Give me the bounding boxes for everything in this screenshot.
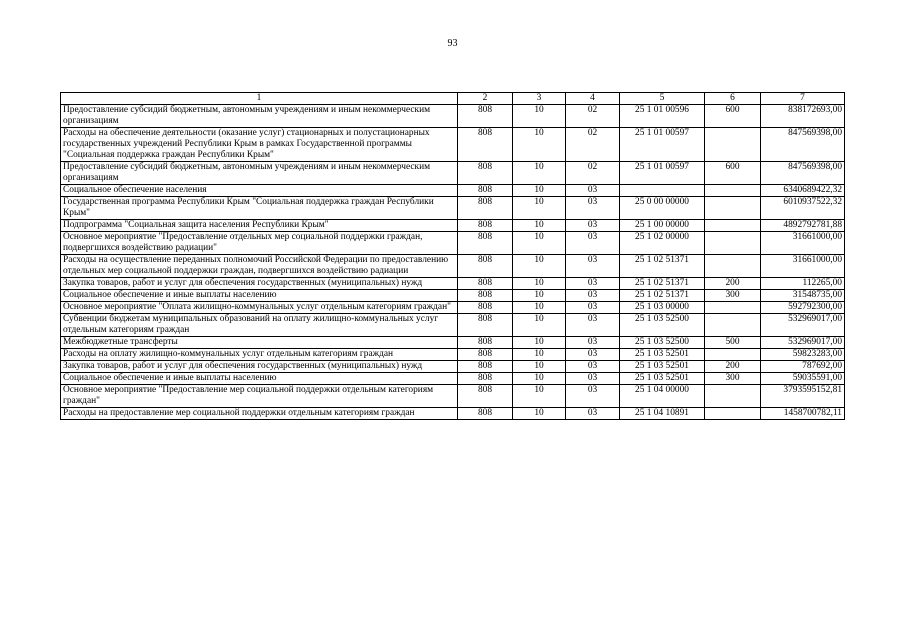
grbs-cell: 808 <box>458 290 513 302</box>
expense-type-cell: 200 <box>705 361 761 373</box>
row-name-cell: Социальное обеспечение населения <box>61 185 458 197</box>
amount-cell: 112265,00 <box>761 278 845 290</box>
subsection-cell: 03 <box>566 290 620 302</box>
expense-type-cell <box>705 185 761 197</box>
expense-type-cell: 300 <box>705 290 761 302</box>
row-name-cell: Расходы на оплату жилищно-коммунальных услуг отдельным категориям граждан <box>61 349 458 361</box>
section-cell: 10 <box>513 349 566 361</box>
row-name-cell: Подпрограмма "Социальная защита населения Республики Крым" <box>61 220 458 232</box>
section-cell: 10 <box>513 255 566 278</box>
section-cell: 10 <box>513 128 566 162</box>
table-row <box>61 128 845 162</box>
section-cell: 10 <box>513 220 566 232</box>
table-row <box>61 302 845 314</box>
header-cell: 3 <box>513 93 566 105</box>
row-name-cell: Основное мероприятие "Оплата жилищно-коммунальных услуг отдельным категориям граждан" <box>61 302 458 314</box>
expense-type-cell <box>705 232 761 255</box>
expense-type-cell: 600 <box>705 162 761 185</box>
section-cell: 10 <box>513 185 566 197</box>
table-row <box>61 314 845 337</box>
header-cell: 4 <box>566 93 620 105</box>
table-row <box>61 162 845 185</box>
expense-type-cell <box>705 197 761 220</box>
grbs-cell: 808 <box>458 337 513 349</box>
header-cell: 5 <box>620 93 705 105</box>
grbs-cell: 808 <box>458 361 513 373</box>
expense-type-cell: 300 <box>705 373 761 385</box>
target-article-cell: 25 1 03 52500 <box>620 337 705 349</box>
grbs-cell: 808 <box>458 128 513 162</box>
header-cell: 7 <box>761 93 845 105</box>
table-row <box>61 278 845 290</box>
amount-cell: 1458700782,11 <box>761 408 845 420</box>
amount-cell: 59035591,00 <box>761 373 845 385</box>
section-cell: 10 <box>513 162 566 185</box>
row-name-cell: Закупка товаров, работ и услуг для обеспечения государственных (муниципальных) нужд <box>61 278 458 290</box>
amount-cell: 532969017,00 <box>761 314 845 337</box>
grbs-cell: 808 <box>458 349 513 361</box>
header-cell: 1 <box>61 93 458 105</box>
target-article-cell: 25 1 02 00000 <box>620 232 705 255</box>
grbs-cell: 808 <box>458 185 513 197</box>
target-article-cell: 25 1 01 00597 <box>620 128 705 162</box>
row-name-cell: Расходы на предоставление мер социальной поддержки отдельным категориям граждан <box>61 408 458 420</box>
row-name-cell: Предоставление субсидий бюджетным, автономным учреждениям и иным некоммерческим организациям <box>61 162 458 185</box>
expense-type-cell: 200 <box>705 278 761 290</box>
grbs-cell: 808 <box>458 302 513 314</box>
subsection-cell: 02 <box>566 128 620 162</box>
subsection-cell: 03 <box>566 349 620 361</box>
budget-table <box>60 92 845 420</box>
table-row <box>61 220 845 232</box>
expense-type-cell <box>705 255 761 278</box>
target-article-cell: 25 1 01 00596 <box>620 105 705 128</box>
subsection-cell: 03 <box>566 197 620 220</box>
table-row <box>61 408 845 420</box>
amount-cell: 532969017,00 <box>761 337 845 349</box>
grbs-cell: 808 <box>458 314 513 337</box>
amount-cell: 3793595152,81 <box>761 385 845 408</box>
target-article-cell <box>620 185 705 197</box>
section-cell: 10 <box>513 337 566 349</box>
row-name-cell: Расходы на осуществление переданных полномочий Российской Федерации по предоставлению отдельных мер социальной поддержки граждан, подвергшихся воздействию радиации <box>61 255 458 278</box>
subsection-cell: 02 <box>566 105 620 128</box>
grbs-cell: 808 <box>458 278 513 290</box>
grbs-cell: 808 <box>458 373 513 385</box>
expense-type-cell <box>705 302 761 314</box>
subsection-cell: 03 <box>566 385 620 408</box>
table-row <box>61 105 845 128</box>
row-name-cell: Субвенции бюджетам муниципальных образований на оплату жилищно-коммунальных услуг отдельным категориям граждан <box>61 314 458 337</box>
amount-cell: 847569398,00 <box>761 162 845 185</box>
table-row <box>61 185 845 197</box>
grbs-cell: 808 <box>458 197 513 220</box>
amount-cell: 31661000,00 <box>761 232 845 255</box>
target-article-cell: 25 1 04 00000 <box>620 385 705 408</box>
target-article-cell: 25 1 04 10891 <box>620 408 705 420</box>
table-row <box>61 385 845 408</box>
expense-type-cell: 500 <box>705 337 761 349</box>
row-name-cell: Межбюджетные трансферты <box>61 337 458 349</box>
header-cell: 6 <box>705 93 761 105</box>
grbs-cell: 808 <box>458 408 513 420</box>
row-name-cell: Социальное обеспечение и иные выплаты населению <box>61 290 458 302</box>
grbs-cell: 808 <box>458 220 513 232</box>
row-name-cell: Основное мероприятие "Предоставление отдельных мер социальной поддержки граждан, подвергшихся воздействию радиации" <box>61 232 458 255</box>
table-row <box>61 290 845 302</box>
target-article-cell: 25 1 02 51371 <box>620 278 705 290</box>
subsection-cell: 03 <box>566 314 620 337</box>
page-number: 93 <box>447 38 458 49</box>
target-article-cell: 25 0 00 00000 <box>620 197 705 220</box>
subsection-cell: 03 <box>566 361 620 373</box>
subsection-cell: 03 <box>566 302 620 314</box>
amount-cell: 59823283,00 <box>761 349 845 361</box>
amount-cell: 838172693,00 <box>761 105 845 128</box>
grbs-cell: 808 <box>458 255 513 278</box>
expense-type-cell <box>705 314 761 337</box>
table-row <box>61 197 845 220</box>
row-name-cell: Государственная программа Республики Крым "Социальная поддержка граждан Республики Крым" <box>61 197 458 220</box>
expense-type-cell: 600 <box>705 105 761 128</box>
grbs-cell: 808 <box>458 105 513 128</box>
amount-cell: 31661000,00 <box>761 255 845 278</box>
grbs-cell: 808 <box>458 385 513 408</box>
row-name-cell: Расходы на обеспечение деятельности (оказание услуг) стационарных и полустационарных государственных учреждений Республики Крым в рамках Государственной программы "Социальная поддержка граждан Республики Крым" <box>61 128 458 162</box>
section-cell: 10 <box>513 197 566 220</box>
amount-cell: 592792300,00 <box>761 302 845 314</box>
header-cell: 2 <box>458 93 513 105</box>
subsection-cell: 03 <box>566 232 620 255</box>
expense-type-cell <box>705 385 761 408</box>
subsection-cell: 03 <box>566 220 620 232</box>
subsection-cell: 03 <box>566 255 620 278</box>
section-cell: 10 <box>513 385 566 408</box>
section-cell: 10 <box>513 314 566 337</box>
subsection-cell: 03 <box>566 278 620 290</box>
table-row <box>61 373 845 385</box>
target-article-cell: 25 1 03 52501 <box>620 349 705 361</box>
row-name-cell: Основное мероприятие "Предоставление мер социальной поддержки отдельным категориям граждан" <box>61 385 458 408</box>
row-name-cell: Предоставление субсидий бюджетным, автономным учреждениям и иным некоммерческим организациям <box>61 105 458 128</box>
header-row <box>61 93 845 105</box>
row-name-cell: Закупка товаров, работ и услуг для обеспечения государственных (муниципальных) нужд <box>61 361 458 373</box>
row-name-cell: Социальное обеспечение и иные выплаты населению <box>61 373 458 385</box>
section-cell: 10 <box>513 105 566 128</box>
table-row <box>61 349 845 361</box>
target-article-cell: 25 1 02 51371 <box>620 290 705 302</box>
amount-cell: 6010937522,32 <box>761 197 845 220</box>
target-article-cell: 25 1 00 00000 <box>620 220 705 232</box>
expense-type-cell <box>705 128 761 162</box>
table-row <box>61 361 845 373</box>
grbs-cell: 808 <box>458 232 513 255</box>
expense-type-cell <box>705 349 761 361</box>
expense-type-cell <box>705 408 761 420</box>
target-article-cell: 25 1 03 52501 <box>620 361 705 373</box>
target-article-cell: 25 1 03 00000 <box>620 302 705 314</box>
subsection-cell: 03 <box>566 337 620 349</box>
amount-cell: 4892792781,88 <box>761 220 845 232</box>
amount-cell: 31548735,00 <box>761 290 845 302</box>
section-cell: 10 <box>513 373 566 385</box>
subsection-cell: 03 <box>566 185 620 197</box>
expense-type-cell <box>705 220 761 232</box>
table-row <box>61 255 845 278</box>
subsection-cell: 03 <box>566 373 620 385</box>
amount-cell: 847569398,00 <box>761 128 845 162</box>
section-cell: 10 <box>513 361 566 373</box>
section-cell: 10 <box>513 290 566 302</box>
amount-cell: 787692,00 <box>761 361 845 373</box>
target-article-cell: 25 1 02 51371 <box>620 255 705 278</box>
target-article-cell: 25 1 03 52501 <box>620 373 705 385</box>
table-row <box>61 232 845 255</box>
target-article-cell: 25 1 03 52500 <box>620 314 705 337</box>
grbs-cell: 808 <box>458 162 513 185</box>
section-cell: 10 <box>513 408 566 420</box>
table-row <box>61 337 845 349</box>
subsection-cell: 03 <box>566 408 620 420</box>
section-cell: 10 <box>513 278 566 290</box>
target-article-cell: 25 1 01 00597 <box>620 162 705 185</box>
section-cell: 10 <box>513 232 566 255</box>
amount-cell: 6340689422,32 <box>761 185 845 197</box>
section-cell: 10 <box>513 302 566 314</box>
subsection-cell: 02 <box>566 162 620 185</box>
